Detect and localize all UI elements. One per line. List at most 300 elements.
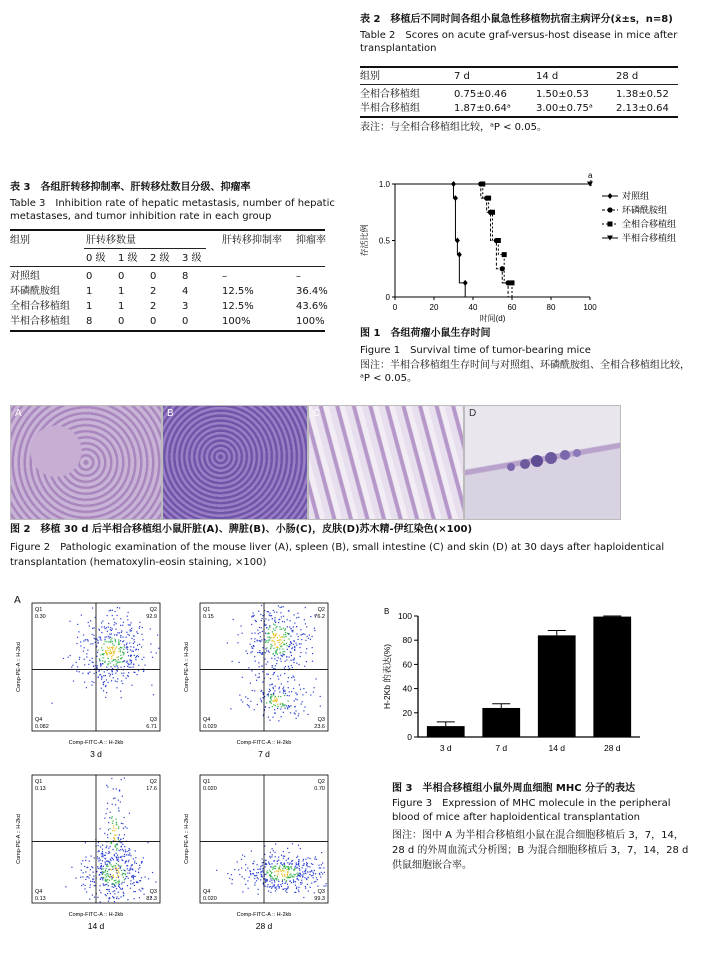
flow-event: [285, 666, 286, 667]
flow-event: [153, 694, 154, 695]
flow-event: [98, 671, 99, 672]
flow-event: [281, 643, 282, 644]
flow-event: [260, 614, 261, 615]
flow-event: [131, 630, 132, 631]
flow-event: [120, 651, 121, 652]
flow-event: [102, 851, 103, 852]
flow-event: [118, 872, 119, 873]
flow-event: [133, 666, 134, 667]
flow-event: [111, 818, 112, 819]
table3-cell: 100%: [296, 316, 325, 327]
flow-event: [111, 633, 112, 634]
flow-event: [281, 862, 282, 863]
flow-event: [305, 859, 306, 860]
flow-event: [135, 850, 136, 851]
flow-event: [98, 642, 99, 643]
flow-event: [120, 649, 121, 650]
flow-event: [271, 866, 272, 867]
flow-event: [130, 622, 131, 623]
flow-event: [133, 878, 134, 879]
flow-event: [265, 880, 266, 881]
flow-event: [113, 788, 114, 789]
flow-event: [287, 708, 288, 709]
flow-event: [289, 880, 290, 881]
flow-event: [113, 645, 114, 646]
table3-cell: 0: [118, 316, 125, 327]
flow-event: [270, 648, 271, 649]
flow-event: [279, 642, 280, 643]
flow-event: [251, 646, 252, 647]
table3-mid-rule: [10, 266, 325, 267]
flow-event: [253, 863, 254, 864]
flow-event: [273, 637, 274, 638]
flow-event: [273, 704, 274, 705]
flow-event: [271, 615, 272, 616]
flow-event: [277, 704, 278, 705]
flow-event: [111, 656, 112, 657]
flow-event: [277, 649, 278, 650]
flow-event: [284, 640, 285, 641]
flow-event: [105, 862, 106, 863]
flow-event: [277, 676, 278, 677]
flow-event: [70, 655, 71, 656]
flow-event: [84, 682, 85, 683]
flow-event: [273, 692, 274, 693]
flow-event: [129, 667, 130, 668]
flow-event: [256, 872, 257, 873]
flow-event: [121, 680, 122, 681]
flow-event: [98, 845, 99, 846]
x-axis-label: 时间(d): [479, 314, 506, 323]
flow-event: [122, 796, 123, 797]
flow-event: [134, 655, 135, 656]
flow-event: [282, 870, 283, 871]
flow-event: [145, 876, 146, 877]
flow-event: [106, 868, 107, 869]
flow-event: [303, 864, 304, 865]
flow-event: [290, 620, 291, 621]
flow-event: [110, 859, 111, 860]
flow-event: [86, 891, 87, 892]
flow-event: [116, 822, 117, 823]
flow-event: [100, 674, 101, 675]
quadrant-q2-value: 0.70: [314, 786, 325, 792]
flow-event: [304, 863, 305, 864]
flow-event: [107, 615, 108, 616]
flow-event: [303, 897, 304, 898]
flow-event: [307, 866, 308, 867]
flow-event: [97, 665, 98, 666]
flow-event: [119, 632, 120, 633]
quadrant-name: Q3: [317, 717, 325, 723]
flow-event: [134, 672, 135, 673]
flow-event: [265, 860, 266, 861]
flow-event: [280, 884, 281, 885]
flow-event: [133, 647, 134, 648]
flow-event: [298, 715, 299, 716]
flow-event: [262, 697, 263, 698]
flow-event: [106, 876, 107, 877]
flow-event: [100, 664, 101, 665]
flow-event: [129, 813, 130, 814]
flow-event: [131, 628, 132, 629]
flow-event: [275, 866, 276, 867]
table2-row1-28d: 1.38±0.52: [616, 89, 669, 100]
flow-event: [246, 650, 247, 651]
flow-event: [120, 637, 121, 638]
flow-event: [284, 875, 285, 876]
flow-event: [286, 877, 287, 878]
flow-event: [252, 612, 253, 613]
flow-event: [89, 874, 90, 875]
figure1-caption-cn: 图 1 各组荷瘤小鼠生存时间: [360, 328, 491, 339]
table3-cell: 43.6%: [296, 301, 328, 312]
flow-event: [100, 859, 101, 860]
flow-event: [107, 653, 108, 654]
flow-event: [114, 893, 115, 894]
flow-event: [130, 646, 131, 647]
flow-event: [274, 620, 275, 621]
flow-event: [276, 889, 277, 890]
flow-event: [133, 643, 134, 644]
flow-event: [245, 864, 246, 865]
flow-event: [131, 650, 132, 651]
flow-event: [124, 870, 125, 871]
flow-event: [102, 879, 103, 880]
flow-event: [295, 698, 296, 699]
flow-event: [101, 640, 102, 641]
flow-event: [83, 640, 84, 641]
flow-event: [93, 635, 94, 636]
flow-event: [274, 860, 275, 861]
flow-event: [116, 898, 117, 899]
bar: [538, 635, 576, 737]
flow-event: [311, 875, 312, 876]
flow-event: [292, 876, 293, 877]
flow-event: [113, 891, 114, 892]
flow-event: [90, 620, 91, 621]
table3-header-inhib: 肝转移抑制率: [222, 235, 282, 246]
flow-event: [69, 621, 70, 622]
flow-event: [282, 881, 283, 882]
flow-event: [282, 648, 283, 649]
flow-event: [123, 892, 124, 893]
flow-event: [120, 868, 121, 869]
flow-event: [123, 817, 124, 818]
flow-event: [112, 849, 113, 850]
flow-event: [131, 865, 132, 866]
flow-event: [100, 863, 101, 864]
flow-event: [105, 675, 106, 676]
table2-note: 表注：与全相合移植组比较，ᵃP < 0.05。: [360, 122, 547, 133]
flow-event: [102, 873, 103, 874]
flow-event: [123, 877, 124, 878]
flow-event: [122, 651, 123, 652]
flow-event: [312, 636, 313, 637]
flow-event: [138, 649, 139, 650]
flow-event: [102, 868, 103, 869]
flow-event: [111, 864, 112, 865]
flow-event: [244, 878, 245, 879]
bar: [593, 617, 631, 737]
flow-event: [285, 632, 286, 633]
flow-event: [114, 624, 115, 625]
flow-event: [92, 881, 93, 882]
flow-event: [98, 851, 99, 852]
flow-event: [115, 640, 116, 641]
flow-event: [129, 868, 130, 869]
quadrant-name: Q1: [203, 607, 211, 613]
flow-event: [80, 877, 81, 878]
flow-event: [88, 640, 89, 641]
flow-event: [265, 641, 266, 642]
flow-event: [114, 622, 115, 623]
flow-event: [135, 871, 136, 872]
flow-event: [99, 890, 100, 891]
flow-event: [158, 648, 159, 649]
flow-event: [261, 620, 262, 621]
flow-event: [267, 884, 268, 885]
flow-event: [105, 884, 106, 885]
flow-event: [291, 875, 292, 876]
table3-cell: 2: [150, 286, 157, 297]
flow-event: [268, 640, 269, 641]
flow-event: [73, 680, 74, 681]
flow-event: [82, 860, 83, 861]
flow-event: [78, 631, 79, 632]
flow-event: [294, 867, 295, 868]
flow-event: [287, 874, 288, 875]
flow-event: [102, 849, 103, 850]
flow-event: [118, 800, 119, 801]
flow-event: [98, 868, 99, 869]
table3-title-en: Table 3 Inhibition rate of hepatic metastasis, number of hepatic metastases, and tumor inhibition rate in each group: [10, 198, 335, 222]
flow-event: [290, 660, 291, 661]
flow-event: [239, 874, 240, 875]
flow-event: [258, 611, 259, 612]
quadrant-q2-value: 17.6: [146, 786, 157, 792]
flow-event: [268, 861, 269, 862]
flow-event: [271, 882, 272, 883]
flow-event: [289, 644, 290, 645]
flow-event: [136, 656, 137, 657]
flow-event: [92, 643, 93, 644]
flow-event: [100, 654, 101, 655]
flow-event: [298, 875, 299, 876]
flow-event: [120, 849, 121, 850]
flow-event: [303, 688, 304, 689]
flow-event: [82, 876, 83, 877]
flow-event: [112, 660, 113, 661]
flow-event: [150, 628, 151, 629]
flow-event: [113, 652, 114, 653]
flow-event: [122, 856, 123, 857]
x-tick-label: 100: [583, 303, 597, 312]
flow-event: [113, 868, 114, 869]
flow-event: [109, 652, 110, 653]
flow-event: [107, 893, 108, 894]
flow-event: [107, 866, 108, 867]
flow-event: [314, 687, 315, 688]
flow-event: [112, 816, 113, 817]
flow-event: [134, 861, 135, 862]
flow-event: [267, 611, 268, 612]
flow-event: [101, 877, 102, 878]
flow-event: [271, 640, 272, 641]
table3-cell: 12.5%: [222, 301, 254, 312]
flow-event: [306, 879, 307, 880]
flow-event: [264, 658, 265, 659]
quadrant-q3-value: 99.3: [314, 896, 325, 902]
flow-event: [114, 666, 115, 667]
flow-event: [111, 630, 112, 631]
flow-event: [287, 877, 288, 878]
flow-event: [312, 653, 313, 654]
flow-event: [271, 658, 272, 659]
flow-event: [106, 652, 107, 653]
flow-event: [298, 845, 299, 846]
flow-event: [104, 681, 105, 682]
flow-event: [267, 661, 268, 662]
flow-event: [299, 866, 300, 867]
flow-event: [116, 844, 117, 845]
flow-event: [273, 648, 274, 649]
flow-event: [314, 892, 315, 893]
flow-event: [130, 667, 131, 668]
flow-event: [265, 882, 266, 883]
flow-event: [281, 886, 282, 887]
flow-event: [278, 879, 279, 880]
flow-event: [86, 656, 87, 657]
flow-event: [68, 657, 69, 658]
flow-event: [106, 679, 107, 680]
flow-event: [270, 615, 271, 616]
flow-event: [108, 673, 109, 674]
flow-event: [123, 850, 124, 851]
flow-x-label: Comp-FITC-A :: H-2kb: [68, 912, 124, 918]
flow-event: [293, 659, 294, 660]
legend-marker: [608, 193, 613, 199]
flow-event: [309, 871, 310, 872]
flow-event: [113, 821, 114, 822]
flow-event: [115, 681, 116, 682]
flow-event: [280, 675, 281, 676]
flow-event: [133, 891, 134, 892]
flow-event: [102, 860, 103, 861]
y-tick-label: 1.0: [378, 180, 390, 189]
flow-event: [114, 649, 115, 650]
flow-event: [143, 657, 144, 658]
flow-event: [111, 876, 112, 877]
flow-event: [111, 653, 112, 654]
flow-event: [92, 628, 93, 629]
flow-event: [113, 859, 114, 860]
flow-event: [107, 875, 108, 876]
flow-event: [291, 677, 292, 678]
flow-event: [286, 892, 287, 893]
flow-event: [114, 839, 115, 840]
flow-event: [288, 646, 289, 647]
flow-event: [126, 637, 127, 638]
flow-event: [283, 690, 284, 691]
flow-x-label: Comp-FITC-A :: H-2kb: [236, 912, 292, 918]
flow-event: [269, 856, 270, 857]
flow-event: [242, 876, 243, 877]
flow-event: [259, 676, 260, 677]
flow-event: [275, 634, 276, 635]
figure2-caption-en: Figure 2 Pathologic examination of the mouse liver (A), spleen (B), small intestine (C) and skin (D) at 30 days after haploidentical transplantation (hematoxylin-eosin staining, ×100): [10, 542, 665, 568]
flow-event: [63, 658, 64, 659]
flow-event: [268, 674, 269, 675]
flow-event: [126, 643, 127, 644]
flow-event: [130, 660, 131, 661]
flow-event: [85, 860, 86, 861]
flow-event: [113, 887, 114, 888]
flow-event: [317, 879, 318, 880]
flow-event: [275, 856, 276, 857]
flow-event: [134, 885, 135, 886]
flow-event: [281, 683, 282, 684]
quadrant-name: Q3: [317, 889, 325, 895]
flow-event: [277, 873, 278, 874]
flow-event: [305, 870, 306, 871]
flow-event: [261, 700, 262, 701]
flow-event: [272, 700, 273, 701]
flow-event: [262, 681, 263, 682]
flow-event: [113, 875, 114, 876]
flow-event: [281, 855, 282, 856]
flow-event: [142, 639, 143, 640]
flow-event: [141, 659, 142, 660]
flow-event: [277, 706, 278, 707]
flow-event: [259, 666, 260, 667]
flow-event: [253, 873, 254, 874]
flow-event: [260, 698, 261, 699]
table2-title-cn: 表 2 移植后不同时间各组小鼠急性移植物抗宿主病评分(x̄±s，n=8): [360, 14, 673, 25]
flow-event: [130, 888, 131, 889]
flow-event: [129, 873, 130, 874]
flow-event: [118, 864, 119, 865]
flow-event: [94, 882, 95, 883]
flow-event: [119, 661, 120, 662]
flow-event: [267, 694, 268, 695]
flow-event: [292, 860, 293, 861]
quadrant-q4-value: 0.082: [35, 724, 49, 730]
flow-event: [101, 853, 102, 854]
flow-event: [142, 627, 143, 628]
flow-event: [112, 610, 113, 611]
flow-event: [118, 639, 119, 640]
flow-event: [266, 627, 267, 628]
flow-event: [304, 634, 305, 635]
flow-event: [116, 877, 117, 878]
flow-event: [321, 872, 322, 873]
flow-event: [118, 839, 119, 840]
flow-event: [97, 866, 98, 867]
flow-event: [143, 857, 144, 858]
flow-event: [117, 671, 118, 672]
flow-event: [272, 706, 273, 707]
flow-event: [133, 635, 134, 636]
flow-event: [118, 659, 119, 660]
flow-event: [122, 625, 123, 626]
flow-event: [278, 657, 279, 658]
table3-bottom-rule: [10, 330, 325, 332]
flow-event: [283, 693, 284, 694]
flow-event: [80, 645, 81, 646]
flow-event: [287, 884, 288, 885]
flow-event: [128, 672, 129, 673]
